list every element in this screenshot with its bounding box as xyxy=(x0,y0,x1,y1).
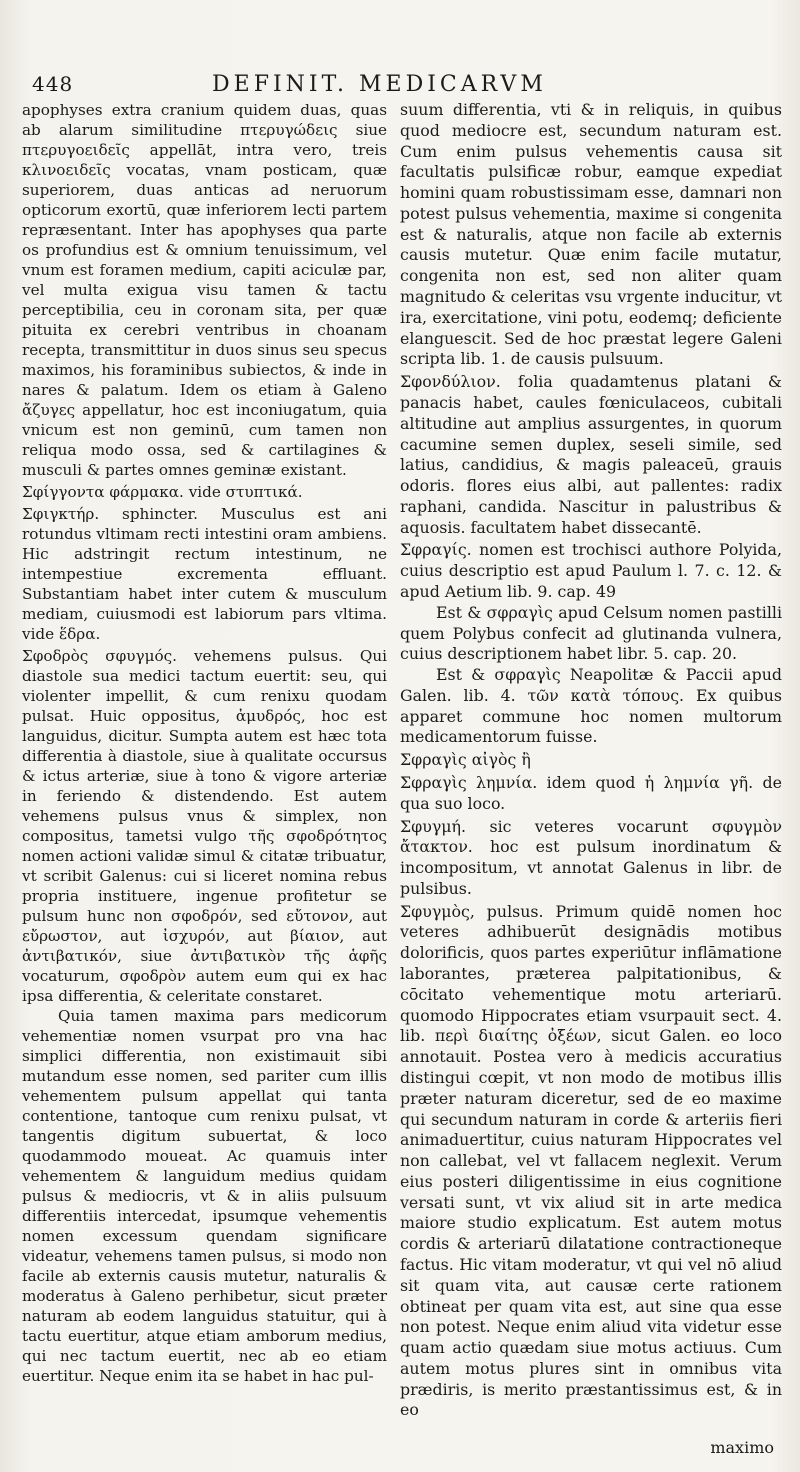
entry: Σφυγμή. sic veteres vocarunt σφυγμὸν ἄτακτον. hoc est pulsum inordinatum & incompositum, vt annotat Galenus in libr. de pulsibus. xyxy=(400,816,782,898)
entry: Σφιγκτήρ. sphincter. Musculus est ani rotundus vltimam recti intestini oram ambiens. Hic adstringit rectum intestinum, ne intempestiue excrementa effluant. Substantiam habet inter cutem & musculum mediam, cuiusmodi est labiorum pars vltima. vide ἕδρα. xyxy=(22,505,387,643)
paragraph: suum differentia, vti & in reliquis, in quibus quod mediocre est, secundum naturam est. Cum enim pulsus vehementis causa sit facultatis pulsificæ robur, eamque expediat homini quam robustissimam esse, damnari non potest pulsus vehementia, maxime si congenita est & naturalis, atque non facile ab externis causis mutetur. Quæ enim facile mutatur, congenita non est, sed non aliter quam magnitudo & celeritas vsu vrgente inducitur, vt ira, exercitatione, vini potu, eodemq; deficiente elanguescit. Sed de hoc præstat legere Galeni scripta lib. 1. de causis pulsuum. xyxy=(400,100,782,369)
entry: Σφοδρὸς σφυγμός. vehemens pulsus. Qui diastole sua medici tactum euertit: seu, qui violenter impellit, & cum renixu quodam pulsat. Huic oppositus, ἀμυδρός, hoc est languidus, dicitur. Sumpta autem est hæc tota differentia à diastole, siue à qualitate occursus & ictus arteriæ, siue à tono & vigore arteriæ in feriendo & distendendo. Est autem vehemens pulsus vnus & simplex, non compositus, tametsi vulgo τῆς σφοδρότητος nomen actioni validæ simul & citatæ tribuatur, vt scribit Galenus: cui si liceret nomina rebus propria instituere, ingenue profitetur se pulsum hunc non σφοδρόν, sed εὔτονον, aut εὔρωστον, aut ἰσχυρόν, aut βίαιον, aut ἀντιβατικόν, siue ἀντιβατικὸν τῆς ἁφῆς vocaturum, σφοδρὸν autem eum qui ex hac ipsa differentia, & celeritate constaret. xyxy=(22,647,387,1005)
entry: Σφυγμὸς, pulsus. Primum quidē nomen hoc veteres adhibuerūt designādis motibus dolorificis, quos partes experiūtur inflāmatione laborantes, præterea palpitationibus, & cōcitato vehementique motu arteriarū. quomodo Hippocrates etiam vsurpauit sect. 4. lib. περὶ διαίτης ὀξέων, sicut Galen. eo loco annotauit. Postea vero à medicis accuratius distingui cœpit, vt non modo de motibus illis præter naturam diceretur, sed de eo maxime qui secundum naturam in corde & arteriis fieri animaduertitur, cuius naturam Hippocrates vel non callebat, vel vt fallacem neglexit. Verum eius posteri diligentissime in eius cognitione versati sunt, vt vix aliud sit in arte medica maiore studio explicatum. Est autem motus cordis & arteriarū dilatatione contractioneque factus. Hic vitam moderatur, vt qui vel nō aliud sit quam vita, aut causæ certe rationem obtineat per quam vita est, aut sine qua esse non potest. Neque enim aliud vita videtur esse quam actio quædam siue motus actiuus. Cum autem motus plures sint in omnibus vita prædiris, is merito præstantissimus est, & in eo xyxy=(400,901,782,1420)
entry: Σφονδύλιον. folia quadamtenus platani & panacis habet, caules fœniculaceos, cubitali altitudine aut amplius assurgentes, in quorum cacumine semen duplex, seseli simile, sed latius, candidius, & magis paleaceū, grauis odoris. flores eius albi, aut pallentes: radix raphani, candida. Nascitur in palustribus & aquosis. facultatem habet dissecantē. xyxy=(400,372,782,537)
paragraph: apophyses extra cranium quidem duas, quas ab alarum similitudine πτερυγώδεις siue πτερυγοειδεῖς appellāt, intra vero, treis κλινοειδεῖς vocatas, vnam posticam, quæ superiorem, duas anticas ad neruorum opticorum exortū, quæ inferiorem lecti partem repræsentant. Inter has apophyses qua parte os profundius est & omnium tenuissimum, vel vnum est foramen medium, capiti aciculæ par, vel multa exigua visu tamen & tactu perceptibilia, ceu in coronam sita, per quæ pituita ex cerebri ventribus in choanam recepta, transmittitur in duos sinus seu specus maximos, his foraminibus subiectos, & inde in nares & palatum. Idem os etiam à Galeno ἄζυγες appellatur, hoc est inconiugatum, quia vnicum est non geminū, cum tamen non reliqua modo ossa, sed & cartilagines & musculi & partes omnes geminæ existant. xyxy=(22,101,387,479)
paragraph: Est & σφραγὶς apud Celsum nomen pastilli quem Polybus confecit ad glutinanda vulnera, cuius descriptionem habet libr. 5. cap. 20. xyxy=(400,602,782,664)
entry: Σφίγγοντα φάρμακα. vide στυπτικά. xyxy=(22,483,303,501)
paragraph: Quia tamen maxima pars medicorum vehementiæ nomen vsurpat pro vna hac simplici differentia, non existimauit sibi mutandum esse nomen, sed pariter cum illis vehementem pulsum appellat qui tanta contentione, tantoque cum renixu pulsat, vt tangentis digitum subuertat, & loco quodammodo moueat. Ac quamuis inter vehementem & languidum medius quidam pulsus & mediocris, vt & in aliis pulsuum differentiis intercedat, ipsumque vehementis nomen excessum quendam significare videatur, vehemens tamen pulsus, si modo non facile ab externis causis mutetur, naturalis & moderatus à Galeno perhibetur, sicut præter naturam ab eodem languidus statuitur, qui à tactu euertitur, atque etiam amborum medius, qui nec tactum euertit, nec ab eo etiam euertitur. Neque enim ita se habet in hac pul- xyxy=(22,1007,387,1385)
page-header xyxy=(32,72,772,102)
entry: Σφραγὶς λημνία. idem quod ἡ λημνία γῆ. de qua suo loco. xyxy=(400,773,782,813)
left-column xyxy=(22,100,387,1386)
folio-number: 448 xyxy=(32,72,74,96)
entry: Σφραγίς. nomen est trochisci authore Polyida, cuius descriptio est apud Paulum l. 7. c. 12. & apud Aetium lib. 9. cap. 49 xyxy=(400,540,782,601)
paragraph: Est & σφραγὶς Neapolitæ & Paccii apud Galen. lib. 4. τῶν κατὰ τόπους. Ex quibus apparet commune hoc nomen multorum medicamentorum fuisse. xyxy=(400,665,782,747)
right-column xyxy=(400,100,782,1421)
entry: Σφραγὶς αἰγὸς ἢ xyxy=(400,750,531,770)
catchword: maximo xyxy=(710,1438,774,1457)
running-head: DEFINIT. MEDICARVM xyxy=(212,72,547,97)
